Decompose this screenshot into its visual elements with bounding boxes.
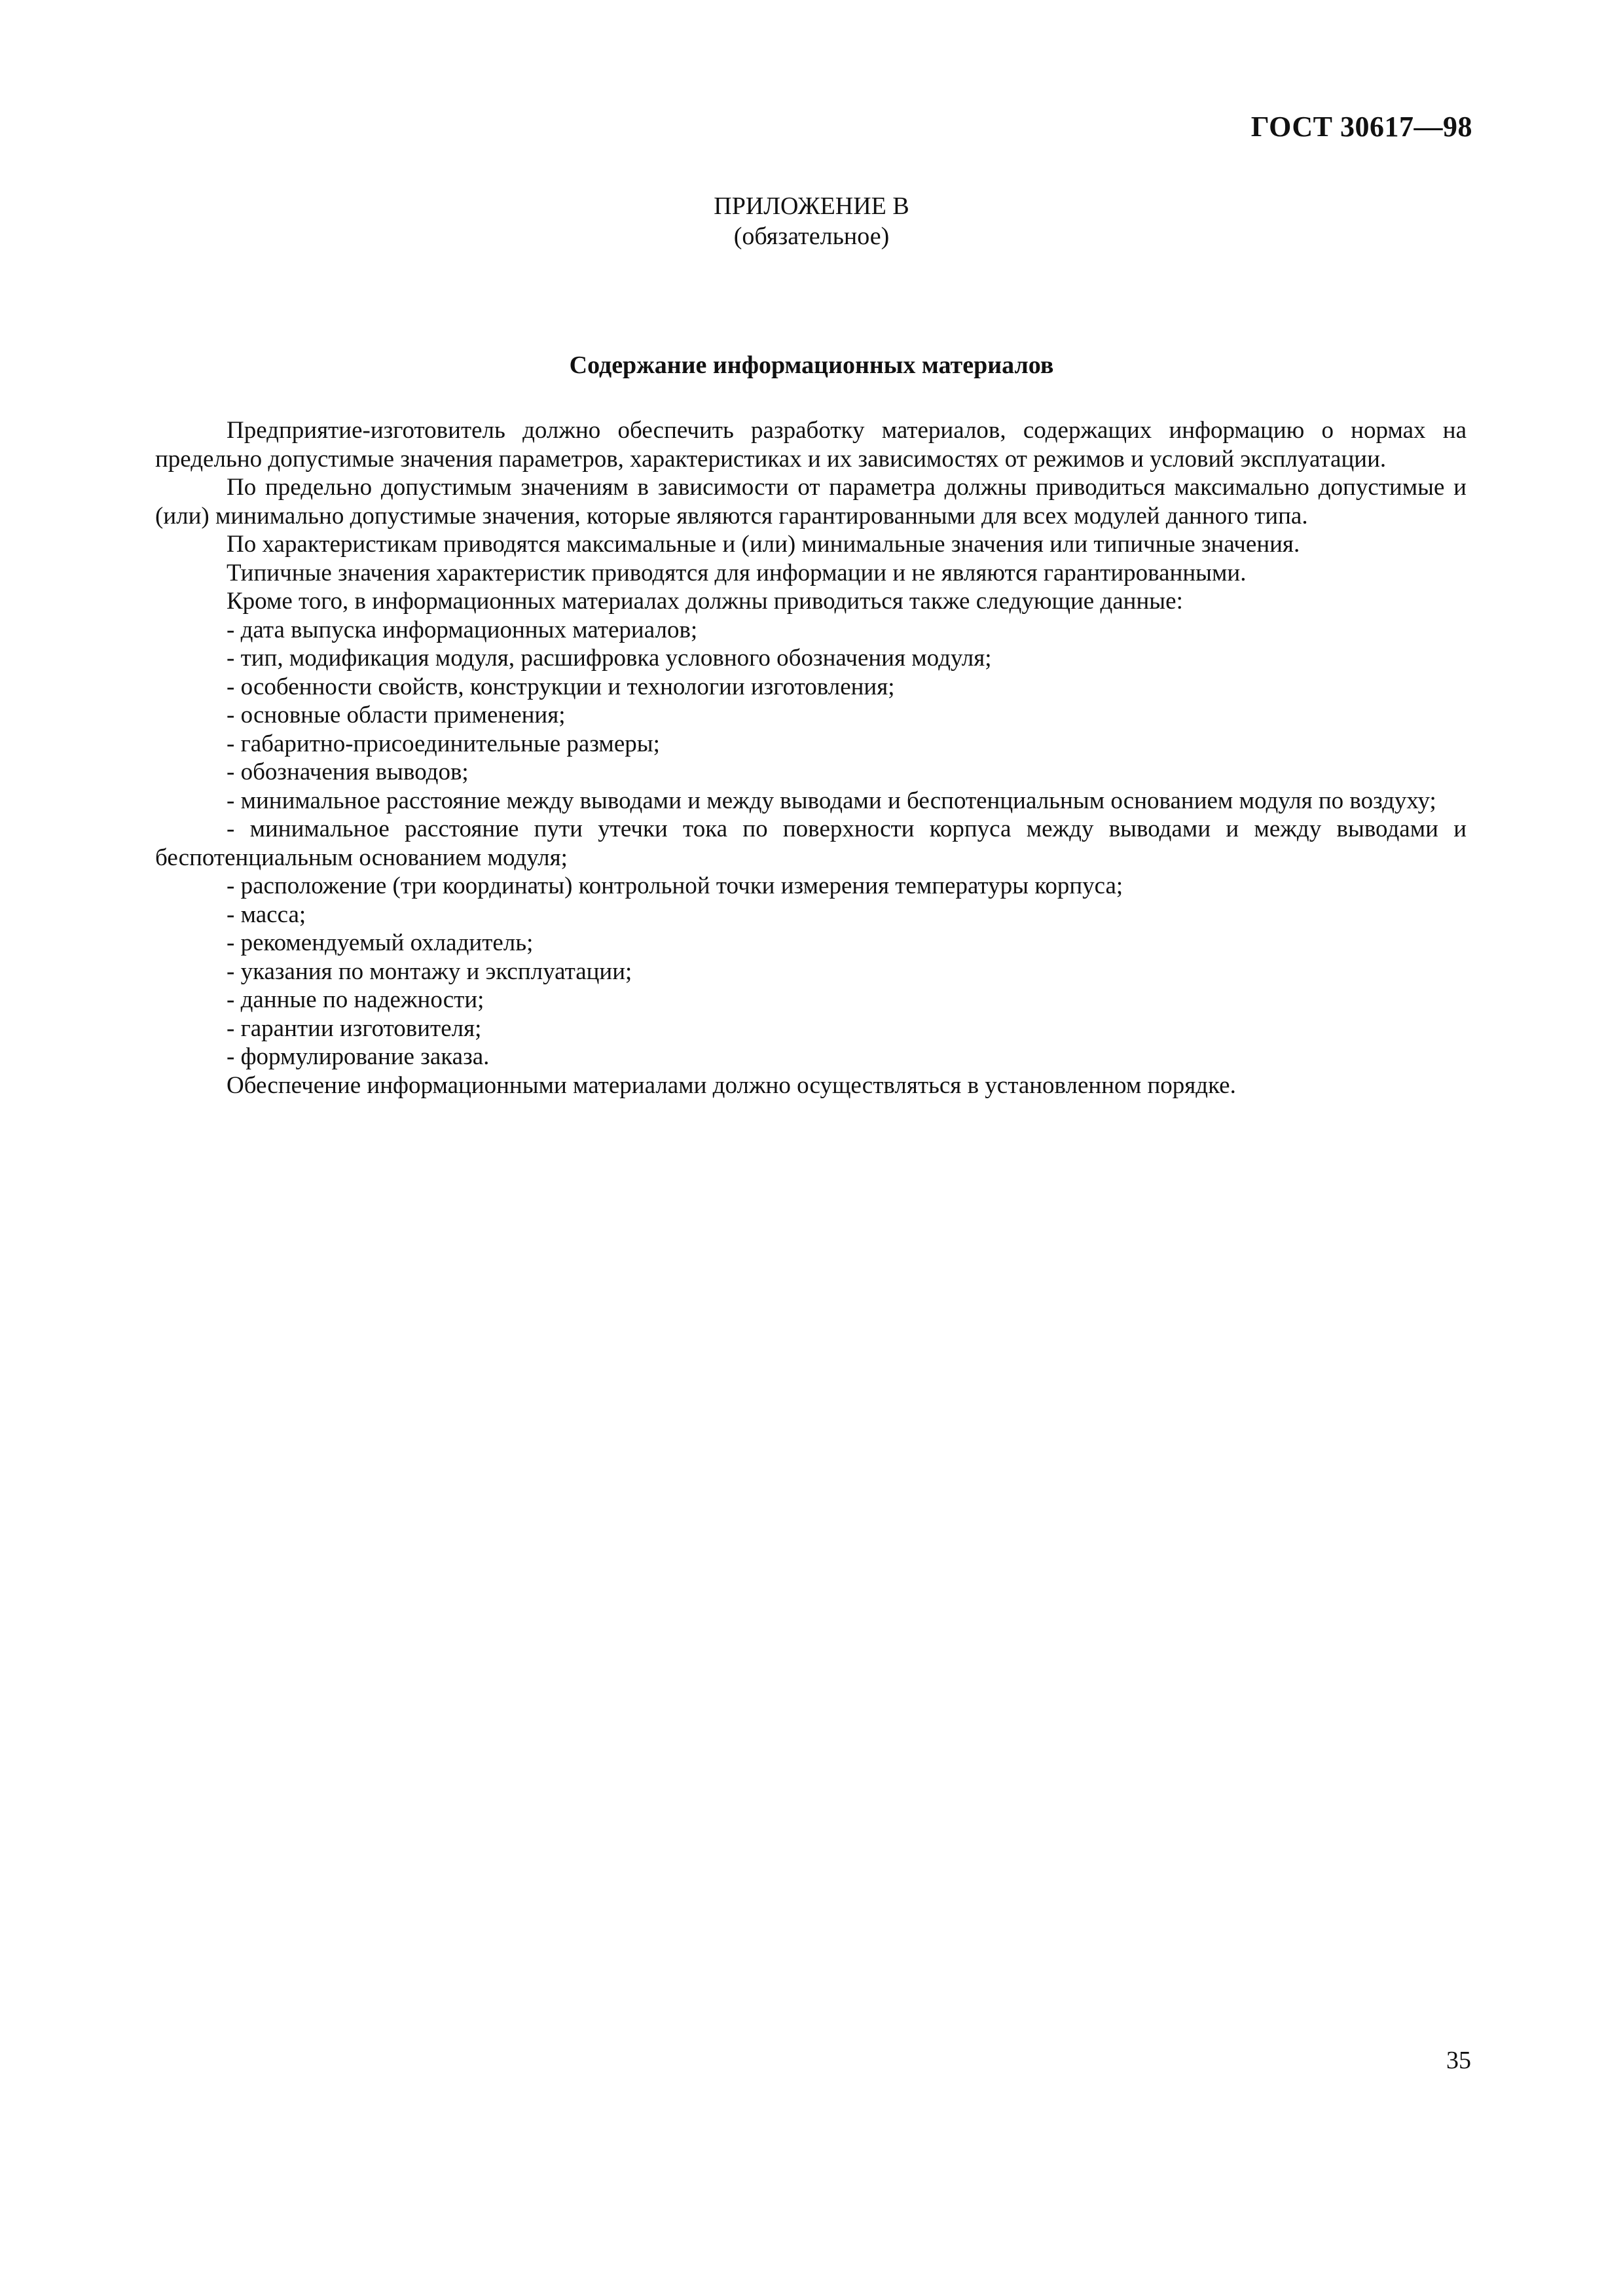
list-item: - указания по монтажу и эксплуатации; [227, 958, 632, 985]
appendix-heading [0, 191, 1623, 251]
paragraph: По предельно допустимым значениям в зависимости от параметра должны приводиться максимально допустимые и (или) минимально допустимые значения, которые являются гарантированными для всех модулей данного типа. [155, 474, 1467, 529]
list-item: - формулирование заказа. [227, 1043, 490, 1070]
list-item: - минимальное расстояние пути утечки тока по поверхности корпуса между выводами и между выводами и беспотенциальным основанием модуля; [155, 816, 1467, 871]
list-item: - расположение (три координаты) контрольной точки измерения температуры корпуса; [227, 872, 1123, 899]
section-title: Содержание информационных материалов [569, 351, 1054, 379]
list-item: - масса; [227, 901, 306, 928]
paragraph: По характеристикам приводятся максимальные и (или) минимальные значения или типичные значения. [227, 531, 1300, 558]
list-item: - особенности свойств, конструкции и технологии изготовления; [227, 673, 895, 700]
list-item: - обозначения выводов; [227, 759, 469, 785]
list-item: - габаритно-присоединительные размеры; [227, 730, 660, 757]
document-body [155, 416, 1467, 1100]
list-item: - минимальное расстояние между выводами и между выводами и беспотенциальным основанием модуля по воздуху; [227, 787, 1436, 814]
paragraph: Предприятие-изготовитель должно обеспечить разработку материалов, содержащих информацию о нормах на предельно допустимые значения параметров, характеристиках и их зависимостях от режимов и условий эксплуатации. [155, 417, 1467, 473]
list-item: - данные по надежности; [227, 986, 484, 1013]
appendix-status: (обязательное) [733, 223, 890, 250]
paragraph: Типичные значения характеристик приводятся для информации и не являются гарантированными. [227, 559, 1247, 586]
paragraph: Кроме того, в информационных материалах должны приводиться также следующие данные: [227, 588, 1183, 615]
list-item: - основные области применения; [227, 702, 566, 728]
list-item: - тип, модификация модуля, расшифровка условного обозначения модуля; [227, 645, 992, 672]
closing-paragraph: Обеспечение информационными материалами должно осуществляться в установленном порядке. [227, 1071, 1236, 1099]
appendix-title: ПРИЛОЖЕНИЕ В [714, 192, 909, 220]
page-number: 35 [1446, 2047, 1471, 2074]
standard-number: ГОСТ 30617—98 [1250, 111, 1472, 143]
list-item: - гарантии изготовителя; [227, 1014, 482, 1042]
data-list [155, 616, 1467, 1071]
list-item: - дата выпуска информационных материалов; [227, 616, 698, 643]
list-item: - рекомендуемый охладитель; [227, 929, 534, 956]
